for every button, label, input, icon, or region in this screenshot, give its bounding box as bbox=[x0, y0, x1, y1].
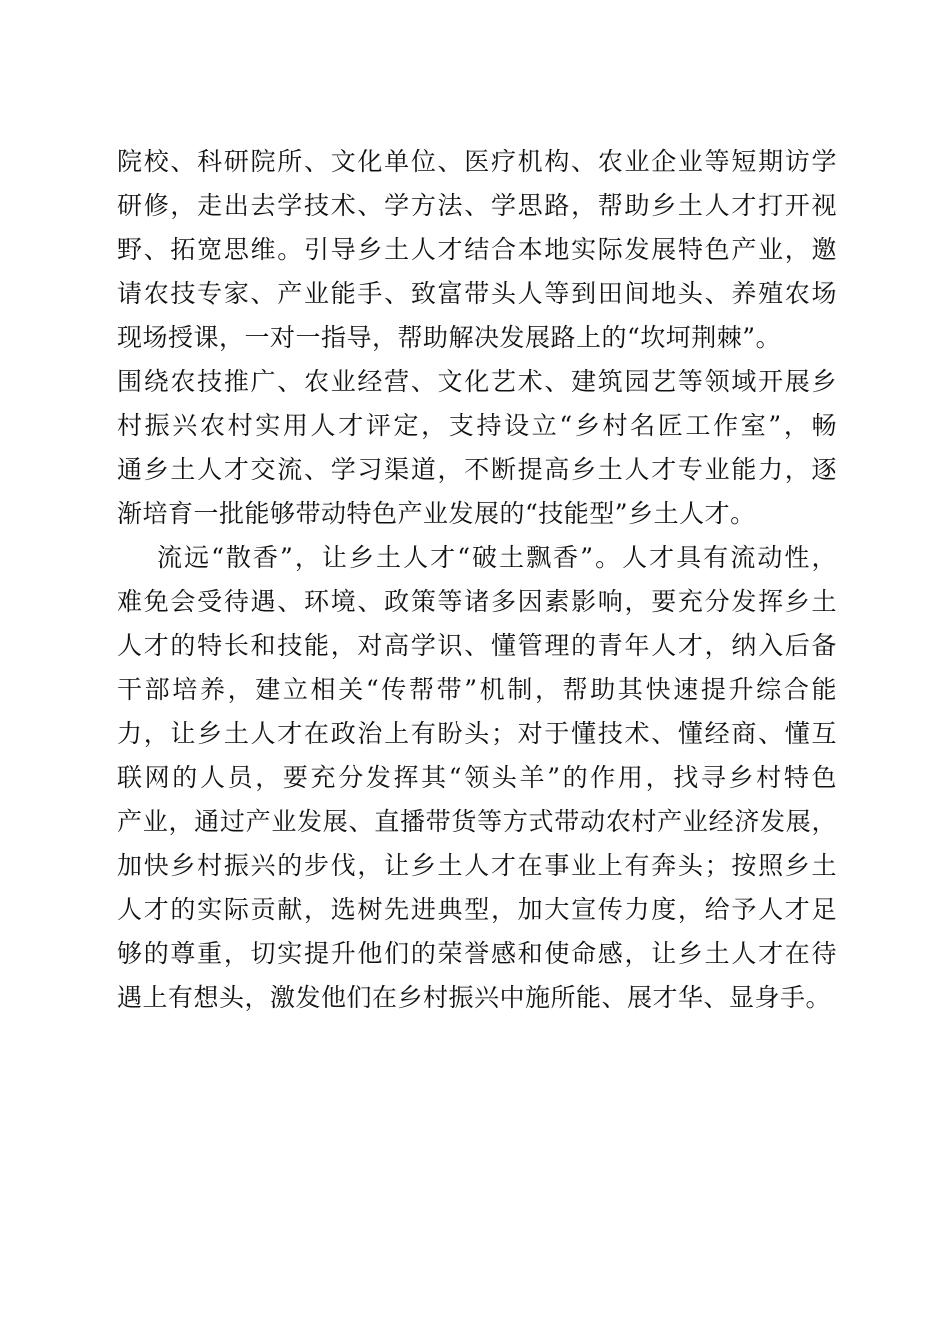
text-line: 通乡土人才交流、学习渠道，不断提高乡土人才专业能力，逐 bbox=[117, 455, 837, 484]
paragraph-1 bbox=[117, 140, 837, 536]
text-line: 村振兴农村实用人才评定，支持设立“乡村名匠工作室”，畅 bbox=[117, 411, 837, 440]
text-line: 遇上有想头，激发他们在乡村振兴中施所能、展才华、显身手。 bbox=[117, 983, 832, 1012]
text-line: 现场授课，一对一指导，帮助解决发展路上的“坎坷荆棘”。 bbox=[117, 323, 782, 352]
text-line: 干部培养，建立相关“传帮带”机制，帮助其快速提升综合能 bbox=[117, 675, 837, 704]
text-line: 渐培育一批能够带动特色产业发展的“技能型”乡土人才。 bbox=[117, 499, 756, 528]
text-line: 人才的实际贡献，选树先进典型，加大宣传力度，给予人才足 bbox=[117, 895, 837, 924]
text-line: 加快乡村振兴的步伐，让乡土人才在事业上有奔头；按照乡土 bbox=[117, 851, 837, 880]
text-line: 难免会受待遇、环境、政策等诸多因素影响，要充分发挥乡土 bbox=[117, 587, 837, 616]
paragraph-2 bbox=[117, 536, 837, 1020]
text-line: 产业，通过产业发展、直播带货等方式带动农村产业经济发展， bbox=[117, 807, 837, 836]
text-line: 野、拓宽思维。引导乡土人才结合本地实际发展特色产业，邀 bbox=[117, 235, 837, 264]
text-line: 联网的人员，要充分发挥其“领头羊”的作用，找寻乡村特色 bbox=[117, 763, 837, 792]
body-text bbox=[117, 140, 837, 1020]
text-line: 流远“散香”，让乡土人才“破土飘香”。人才具有流动性， bbox=[157, 543, 837, 572]
text-line: 院校、科研院所、文化单位、医疗机构、农业企业等短期访学 bbox=[117, 147, 837, 176]
text-line: 人才的特长和技能，对高学识、懂管理的青年人才，纳入后备 bbox=[117, 631, 837, 660]
text-line: 够的尊重，切实提升他们的荣誉感和使命感，让乡土人才在待 bbox=[117, 939, 837, 968]
text-line: 研修，走出去学技术、学方法、学思路，帮助乡土人才打开视 bbox=[117, 191, 837, 220]
text-line: 请农技专家、产业能手、致富带头人等到田间地头、养殖农场 bbox=[117, 279, 837, 308]
text-line: 围绕农技推广、农业经营、文化艺术、建筑园艺等领域开展乡 bbox=[117, 367, 837, 396]
text-line: 力，让乡土人才在政治上有盼头；对于懂技术、懂经商、懂互 bbox=[117, 719, 837, 748]
